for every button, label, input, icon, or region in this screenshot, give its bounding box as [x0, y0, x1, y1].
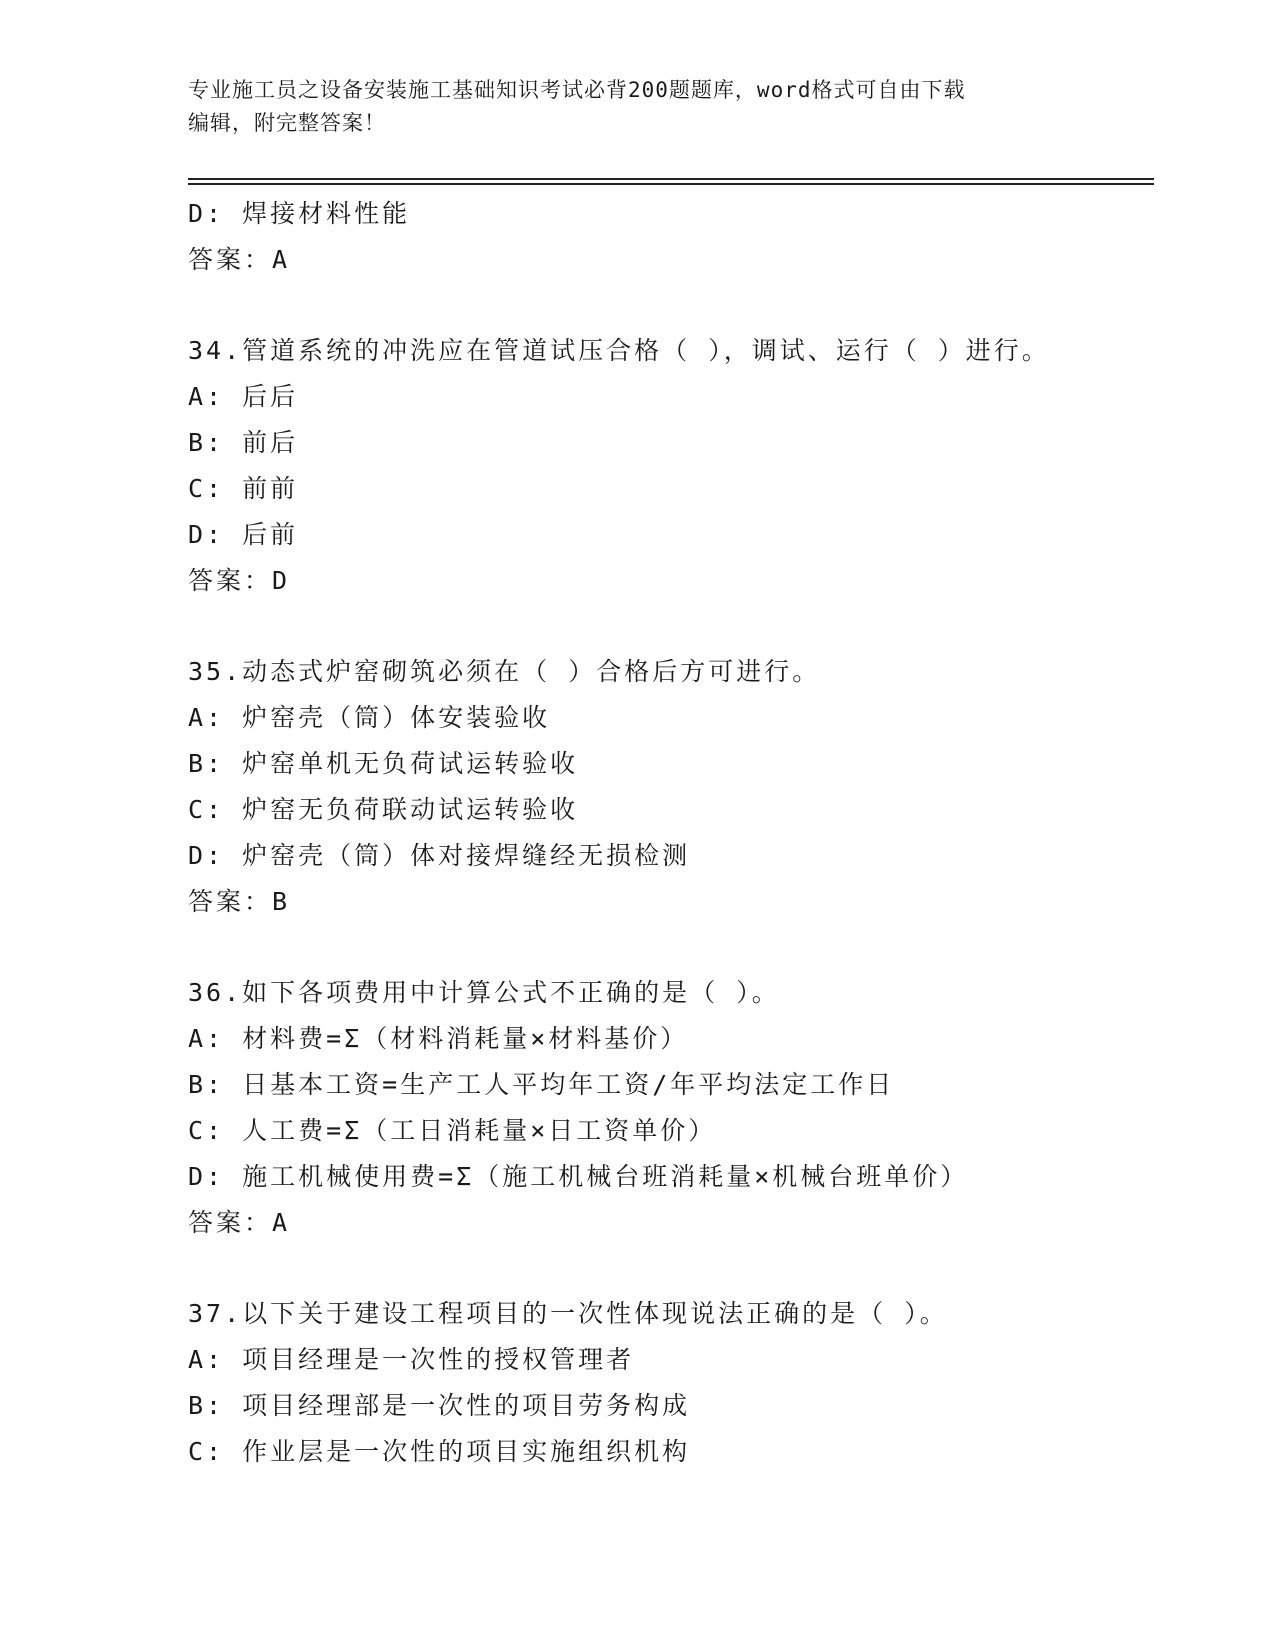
option-a: A: 后后 [188, 382, 299, 411]
option-b: B: 项目经理部是一次性的项目劳务构成 [188, 1391, 691, 1420]
question-stem: 37.以下关于建设工程项目的一次性体现说法正确的是（ ）。 [188, 1299, 948, 1328]
option-b: B: 炉窑单机无负荷试运转验收 [188, 749, 579, 778]
option-c: C: 作业层是一次性的项目实施组织机构 [188, 1437, 691, 1466]
question-stem: 34.管道系统的冲洗应在管道试压合格（ ），调试、运行（ ）进行。 [188, 336, 1050, 365]
option-c: C: 炉窑无负荷联动试运转验收 [188, 795, 579, 824]
answer-value: A [272, 245, 291, 274]
answer-value: B [272, 887, 291, 916]
answer-label: 答案： [188, 887, 273, 916]
option-a: A: 项目经理是一次性的授权管理者 [188, 1345, 635, 1374]
document-header [188, 74, 1068, 140]
option-d: D: 施工机械使用费=Σ（施工机械台班消耗量×机械台班单价） [188, 1162, 969, 1191]
answer-line [188, 237, 1148, 283]
answer-line [188, 558, 1148, 604]
option-d: D: 焊接材料性能 [188, 199, 411, 228]
question-list [188, 191, 1148, 1475]
answer-line [188, 879, 1148, 925]
question-stem: 36.如下各项费用中计算公式不正确的是（ ）。 [188, 978, 780, 1007]
answer-label: 答案： [188, 1208, 273, 1237]
header-divider-bottom [188, 183, 1154, 185]
header-divider-top [188, 178, 1154, 180]
header-line-1: 专业施工员之设备安装施工基础知识考试必背200题题库，word格式可自由下载 [188, 78, 966, 102]
header-line-2: 编辑，附完整答案！ [188, 111, 386, 135]
answer-label: 答案： [188, 566, 273, 595]
option-c: C: 前前 [188, 474, 299, 503]
option-d: D: 后前 [188, 520, 299, 549]
option-b: B: 日基本工资=生产工人平均年工资/年平均法定工作日 [188, 1070, 895, 1099]
answer-value: A [272, 1208, 291, 1237]
option-c: C: 人工费=Σ（工日消耗量×日工资单价） [188, 1116, 717, 1145]
option-a: A: 材料费=Σ（材料消耗量×材料基价） [188, 1024, 689, 1053]
question-stem: 35.动态式炉窑砌筑必须在（ ）合格后方可进行。 [188, 657, 821, 686]
option-d: D: 炉窑壳（筒）体对接焊缝经无损检测 [188, 841, 691, 870]
option-b: B: 前后 [188, 428, 299, 457]
answer-value: D [272, 566, 291, 595]
answer-label: 答案： [188, 245, 273, 274]
option-a: A: 炉窑壳（筒）体安装验收 [188, 703, 551, 732]
answer-line [188, 1200, 1148, 1246]
